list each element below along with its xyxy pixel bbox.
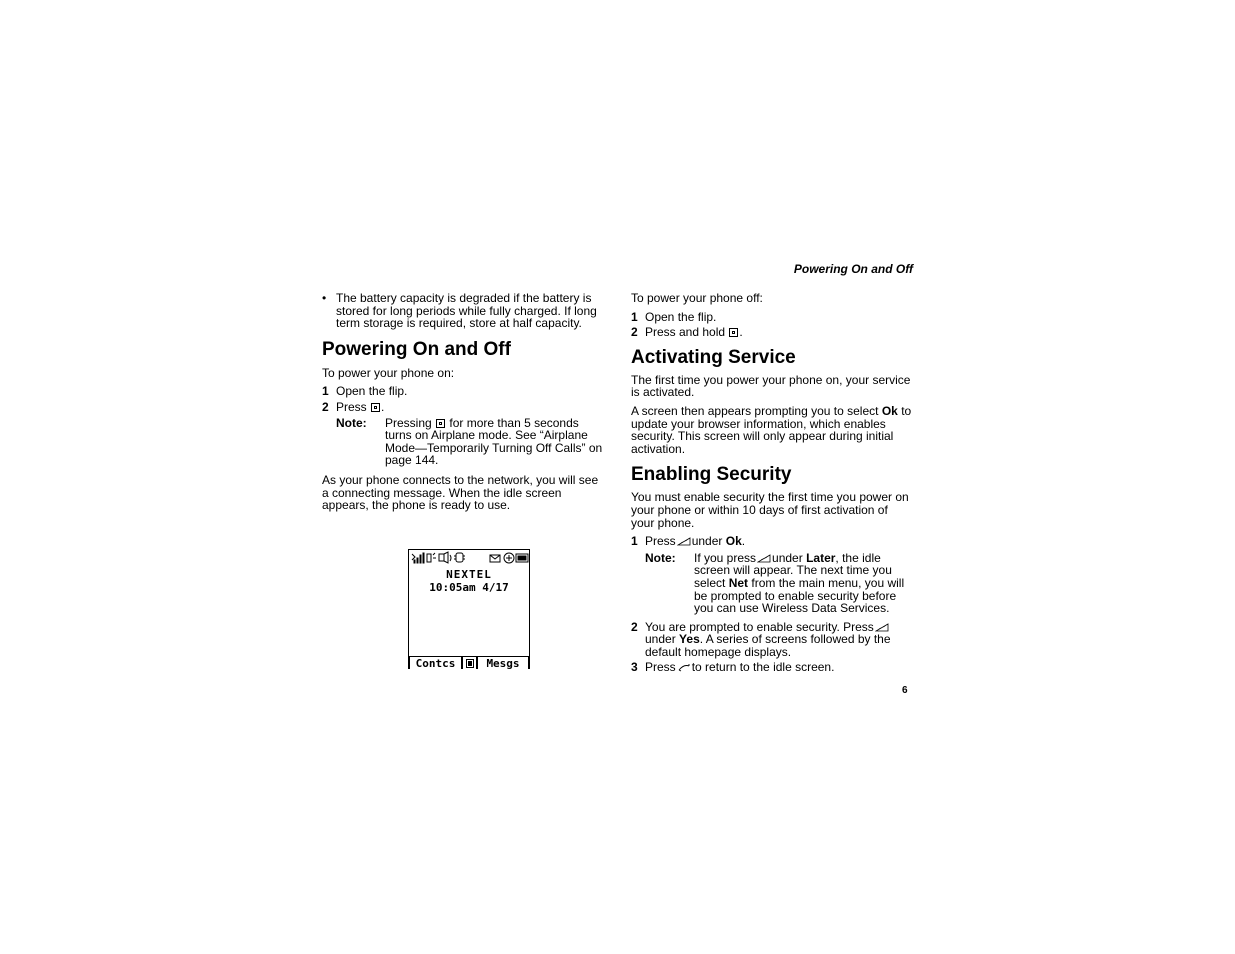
- power-key-icon: [371, 403, 380, 412]
- step-text-mid: under: [645, 632, 676, 647]
- security-heading: Enabling Security: [631, 464, 792, 486]
- note-text-mid: under: [772, 550, 803, 565]
- note-text: If you press: [694, 550, 757, 565]
- running-head: Powering On and Off: [793, 262, 913, 276]
- note-text-end: from the main menu, you will be prompted to enable security before you can use Wireless Data Services.: [694, 575, 905, 616]
- step-number: 1: [631, 534, 638, 549]
- left-column: [322, 292, 604, 512]
- power-key-icon: [436, 419, 445, 428]
- step-number: 2: [631, 619, 638, 634]
- menu-icon: [462, 656, 477, 669]
- activating-paragraph-1: The first time you power your phone on, your service is activated.: [631, 372, 911, 400]
- activating-heading: Activating Service: [631, 346, 796, 368]
- battery-bullet: [322, 292, 604, 330]
- para-text: A screen then appears prompting you to select: [631, 403, 879, 418]
- power-on-intro: To power your phone on:: [322, 365, 455, 380]
- later-note: [645, 552, 913, 615]
- network-paragraph: As your phone connects to the network, you will see a connecting message. When the idle screen appears, the phone is ready to use.: [322, 472, 599, 513]
- status-bar-icons: [410, 551, 530, 565]
- page-number: 6: [902, 685, 908, 696]
- step-number: 1: [631, 309, 638, 324]
- right-column: [631, 292, 913, 674]
- step-number: 2: [631, 325, 638, 340]
- softkey-icon: [677, 537, 691, 546]
- carrier-name: NEXTEL: [446, 568, 492, 581]
- softkey-contacts: Contcs: [409, 656, 462, 669]
- step-text-end: .: [381, 399, 385, 414]
- ok-label: Ok: [881, 403, 898, 418]
- step-number: 2: [322, 399, 329, 414]
- note-text-end: for more than 5 seconds turns on Airplane mode. See “Airplane Mode—Temporarily Turning Off Calls” on page 144.: [385, 415, 603, 468]
- security-paragraph: You must enable security the first time you power on your phone or within 10 days of first activation of your phone.: [631, 490, 909, 530]
- softkey-icon: [757, 554, 771, 563]
- power-on-step-1: [322, 385, 604, 398]
- step-text: Press: [336, 399, 367, 414]
- end-key-icon: [677, 663, 691, 672]
- power-off-intro: To power your phone off:: [631, 291, 763, 305]
- softkey-messages: Mesgs: [477, 656, 529, 669]
- softkey-icon: [875, 623, 889, 632]
- step-text: Press: [645, 534, 676, 549]
- later-label: Later: [806, 550, 836, 565]
- step-text: You are prompted to enable security. Press: [645, 619, 874, 634]
- power-off-step-2: [631, 326, 913, 339]
- menu-icon-glyph: [466, 659, 474, 668]
- phone-idle-screen: [408, 549, 530, 669]
- power-on-step-2: [322, 401, 604, 414]
- net-label: Net: [728, 575, 749, 590]
- bullet-text: The battery capacity is degraded if the battery is stored for long periods while fully charged. If long term storage is required, store at half capacity.: [336, 291, 597, 331]
- power-off-step-1: [631, 311, 913, 324]
- step-text-mid: under: [691, 534, 723, 549]
- step-text-end: . A series of screens followed by the default homepage displays.: [645, 632, 891, 659]
- step-text-end: .: [741, 534, 746, 549]
- note-text-mid2: , the idle screen will appear. The next time you select: [694, 550, 892, 590]
- para-text-end: to update your browser information, which enables security. This screen will only appear during initial activation.: [631, 403, 912, 456]
- powering-heading: Powering On and Off: [322, 338, 511, 360]
- note-text: Pressing: [385, 415, 432, 430]
- step-number: 1: [322, 384, 329, 399]
- step-text-end: .: [739, 325, 743, 340]
- step-text: Open the flip.: [645, 309, 717, 324]
- step-number: 3: [631, 660, 638, 675]
- step-text-end: to return to the idle screen.: [691, 660, 835, 675]
- yes-label: Yes: [679, 632, 700, 647]
- time-date: 10:05am 4/17: [429, 581, 509, 594]
- security-step-2: [631, 621, 913, 659]
- ok-label: Ok: [725, 534, 742, 549]
- note-label: Note:: [336, 415, 367, 430]
- security-step-3: [631, 661, 913, 674]
- airplane-note: [336, 417, 604, 467]
- note-label: Note:: [645, 550, 676, 565]
- power-key-icon: [729, 328, 738, 337]
- activating-paragraph-2: [631, 405, 913, 455]
- step-text: Press and hold: [645, 325, 726, 340]
- step-text: Open the flip.: [336, 384, 408, 399]
- step-text: Press: [645, 660, 676, 675]
- bullet-dot: •: [322, 291, 327, 305]
- security-step-1: [631, 535, 913, 548]
